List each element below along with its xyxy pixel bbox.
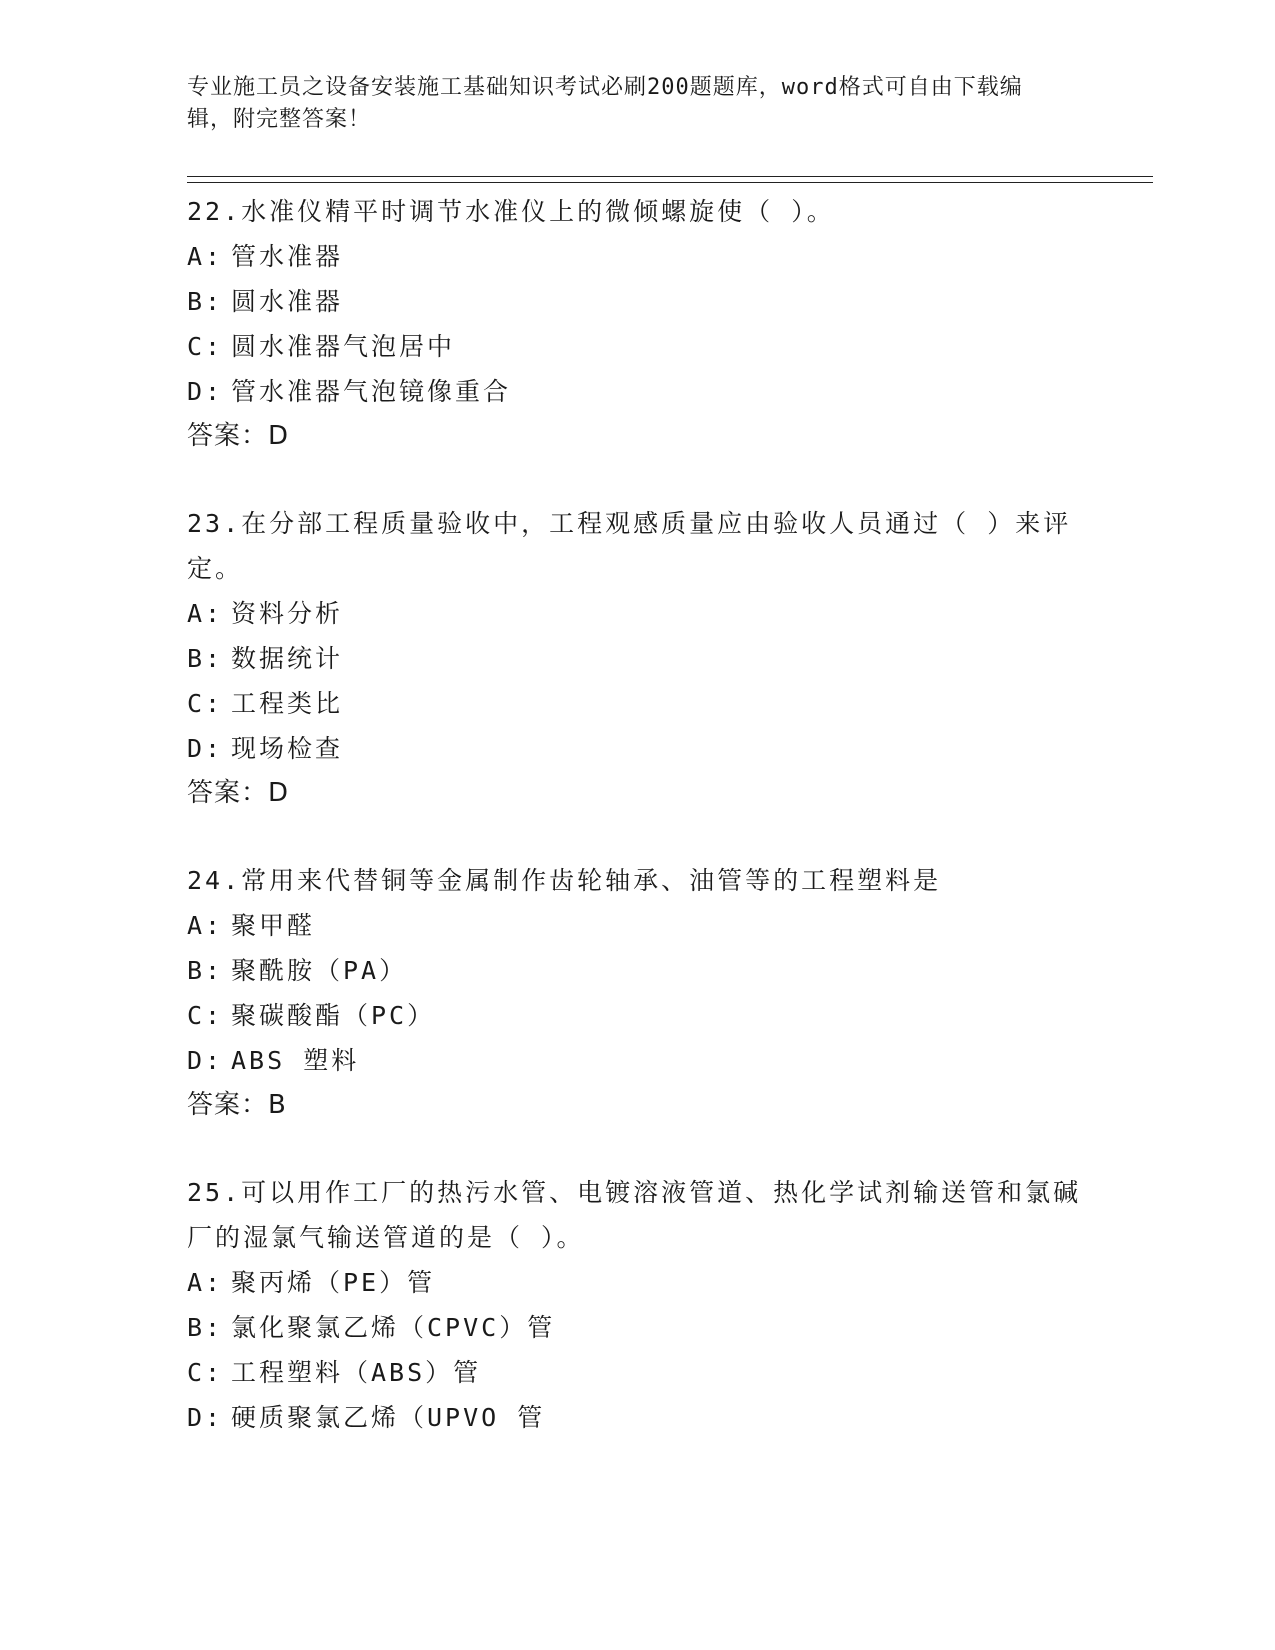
option-text: ABS 塑料: [231, 1046, 360, 1075]
option-key: B:: [187, 287, 224, 316]
option-key: C:: [187, 1358, 224, 1387]
option-c: [187, 324, 1087, 369]
option-b: [187, 279, 1087, 324]
option-text: 数据统计: [231, 644, 344, 673]
option-a: [187, 1260, 1087, 1305]
option-key: D:: [187, 1046, 224, 1075]
option-text: 聚甲醛: [231, 911, 316, 940]
option-d: [187, 726, 1087, 771]
option-a: [187, 903, 1087, 948]
option-key: C:: [187, 332, 224, 361]
option-text: 管水准器: [231, 242, 344, 271]
option-text: 工程类比: [231, 689, 344, 718]
question-25: [187, 1170, 1087, 1440]
option-key: A:: [187, 911, 224, 940]
answer-line: 答案：D: [187, 778, 290, 808]
option-text: 圆水准器气泡居中: [231, 332, 456, 361]
option-text: 现场检查: [231, 734, 344, 763]
question-22: [187, 189, 1087, 459]
option-key: A:: [187, 599, 224, 628]
option-c: [187, 993, 1087, 1038]
option-key: A:: [187, 242, 224, 271]
answer-line: 答案：B: [187, 1090, 287, 1120]
question-24: [187, 858, 1087, 1128]
option-text: 资料分析: [231, 599, 344, 628]
option-c: [187, 681, 1087, 726]
option-key: C:: [187, 1001, 224, 1030]
option-c: [187, 1350, 1087, 1395]
option-key: B:: [187, 956, 224, 985]
question-stem: 24.常用来代替铜等金属制作齿轮轴承、油管等的工程塑料是: [187, 866, 942, 895]
option-text: 硬质聚氯乙烯（UPVO 管: [231, 1403, 546, 1432]
question-23: [187, 501, 1087, 816]
option-key: C:: [187, 689, 224, 718]
option-d: [187, 1038, 1087, 1083]
option-key: B:: [187, 1313, 224, 1342]
document-title: 专业施工员之设备安装施工基础知识考试必刷200题题库，word格式可自由下载编辑，附完整答案！: [187, 75, 1023, 132]
question-stem: 25.可以用作工厂的热污水管、电镀溶液管道、热化学试剂输送管和氯碱厂的湿氯气输送管道的是（ ）。: [187, 1178, 1082, 1252]
option-key: D:: [187, 377, 224, 406]
option-key: A:: [187, 1268, 224, 1297]
question-stem: 22.水准仪精平时调节水准仪上的微倾螺旋使（ ）。: [187, 197, 835, 226]
answer-line: 答案：D: [187, 421, 290, 451]
option-b: [187, 636, 1087, 681]
header-divider-bottom: [187, 182, 1153, 183]
option-text: 聚丙烯（PE）管: [231, 1268, 436, 1297]
option-key: B:: [187, 644, 224, 673]
option-d: [187, 369, 1087, 414]
option-d: [187, 1395, 1087, 1440]
option-b: [187, 948, 1087, 993]
option-text: 聚碳酸酯（PC）: [231, 1001, 436, 1030]
option-text: 聚酰胺（PA）: [231, 956, 408, 985]
header-divider-top: [187, 176, 1153, 177]
option-b: [187, 1305, 1087, 1350]
option-a: [187, 234, 1087, 279]
option-text: 工程塑料（ABS）管: [231, 1358, 482, 1387]
question-list: [187, 189, 1087, 1482]
option-key: D:: [187, 1403, 224, 1432]
question-stem: 23.在分部工程质量验收中，工程观感质量应由验收人员通过（ ）来评定。: [187, 509, 1072, 583]
option-text: 氯化聚氯乙烯（CPVC）管: [231, 1313, 556, 1342]
option-text: 圆水准器: [231, 287, 344, 316]
document-header: [187, 72, 1067, 136]
option-key: D:: [187, 734, 224, 763]
option-text: 管水准器气泡镜像重合: [231, 377, 512, 406]
option-a: [187, 591, 1087, 636]
